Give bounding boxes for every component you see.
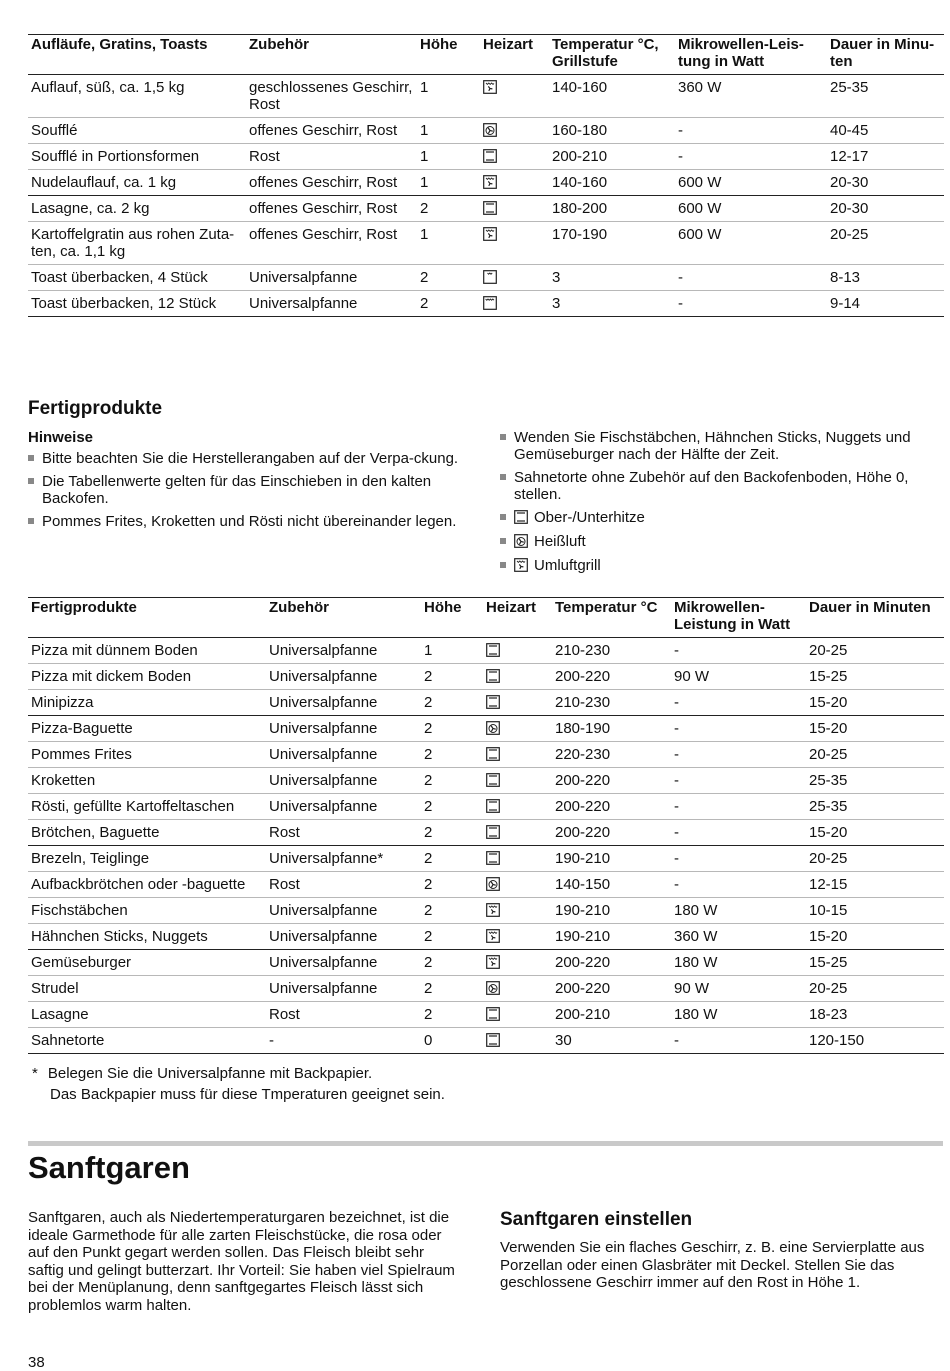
cell-temperature: 200-220 [555, 954, 611, 971]
cell-accessory: Universalpfanne [269, 642, 378, 659]
bullet-square-icon [500, 562, 506, 568]
heissluft-icon [483, 123, 497, 137]
bullet-text: Bitte beachten Sie die Herstellerangaben auf der Verpa-ckung. [42, 450, 459, 467]
cell-temperature: 180-190 [555, 720, 611, 737]
cell-product: Toast überbacken, 12 Stück [31, 295, 217, 312]
cell-duration: 20-25 [809, 980, 848, 997]
bullet-square-icon [28, 518, 34, 524]
cell-product: Fischstäbchen [31, 902, 128, 919]
cell-heating-mode [483, 846, 552, 872]
table-header-row [28, 35, 944, 75]
cell-heating-mode [480, 118, 549, 144]
sanftgaren-intro: Sanftgaren, auch als Niedertemperaturgaren bezeichnet, ist die ideale Garmethode für alle zarten Fleischstücke, die rosa oder auf den Punkt gegart werden sollen. Das Fleisch bleibt sehr saftig und gelingt butterzart. Ihr Vorteil: Sie haben viel Spielraum bei der Menüplanung, denn sanftgegartes Fleisch lässt sich problemlos warm halten. [28, 1209, 455, 1314]
cell-product: Sahnetorte [31, 1032, 105, 1049]
cell-accessory: Universalpfanne [269, 772, 378, 789]
heissluft-icon [486, 981, 500, 995]
cell-microwave: 90 W [674, 980, 710, 997]
cell-heating-mode [480, 170, 549, 196]
cell-duration: 25-35 [809, 772, 848, 789]
cell-accessory: Rost [269, 876, 300, 893]
cell-heating-mode [483, 716, 552, 742]
cell-microwave: - [674, 1032, 679, 1049]
cell-accessory: Universalpfanne [269, 902, 378, 919]
cell-product: Pizza mit dünnem Boden [31, 642, 198, 659]
cell-temperature: 160-180 [552, 122, 608, 139]
cell-heating-mode [483, 742, 552, 768]
hint-block [28, 429, 468, 536]
hint-list-right [500, 429, 940, 503]
cell-product: Strudel [31, 980, 79, 997]
cell-accessory: offenes Geschirr, Rost [249, 226, 398, 243]
column-header: Heizart [483, 36, 534, 53]
cell-heating-mode [480, 222, 549, 265]
bullet-square-icon [500, 514, 506, 520]
legend-label: Ober-/Unterhitze [534, 509, 645, 526]
grill-large-icon [483, 296, 497, 310]
cell-product: Minipizza [31, 694, 94, 711]
cell-duration: 20-30 [830, 200, 869, 217]
cell-temperature: 200-210 [555, 1006, 611, 1023]
cell-temperature: 140-160 [552, 79, 608, 96]
heissluft-icon [486, 721, 500, 735]
cell-level: 2 [424, 772, 433, 789]
cell-duration: 15-20 [809, 824, 848, 841]
hint-list-left [28, 450, 468, 530]
footnote [32, 1063, 445, 1105]
cell-heating-mode [483, 1002, 552, 1028]
cell-temperature: 140-160 [552, 174, 608, 191]
table-fertigprodukte [28, 597, 944, 1054]
table-row [28, 638, 944, 664]
cell-level: 2 [424, 954, 433, 971]
cell-microwave: 600 W [678, 200, 722, 217]
cell-temperature: 210-230 [555, 694, 611, 711]
column-header: Höhe [420, 36, 458, 53]
cell-microwave: 360 W [674, 928, 718, 945]
cell-duration: 20-25 [809, 850, 848, 867]
umluftgrill-icon [486, 929, 500, 943]
ober-unterhitze-icon [483, 149, 497, 163]
cell-heating-mode [483, 820, 552, 846]
bullet-square-icon [28, 455, 34, 461]
table-row [28, 1002, 944, 1028]
cell-duration: 10-15 [809, 902, 848, 919]
bullet-item [500, 469, 940, 503]
cell-heating-mode [483, 638, 552, 664]
cell-heating-mode [483, 794, 552, 820]
cell-product: Brezeln, Teiglinge [31, 850, 150, 867]
cell-level: 2 [420, 200, 429, 217]
cell-temperature: 3 [552, 295, 561, 312]
table-row [28, 1028, 944, 1054]
cell-product: Lasagne [31, 1006, 89, 1023]
sanftgaren-einstellen-title: Sanftgaren einstellen [500, 1209, 693, 1230]
cell-microwave: - [674, 798, 679, 815]
cell-level: 2 [424, 980, 433, 997]
cell-duration: 8-13 [830, 269, 861, 286]
cell-microwave: - [678, 122, 683, 139]
bullet-text: Sahnetorte ohne Zubehör auf den Backofenboden, Höhe 0, stellen. [514, 469, 909, 503]
table-row [28, 664, 944, 690]
cell-temperature: 210-230 [555, 642, 611, 659]
bullet-square-icon [500, 474, 506, 480]
cell-microwave: - [674, 850, 679, 867]
cell-product: Kartoffelgratin aus rohen Zuta-ten, ca. 1,1 kg [31, 226, 235, 260]
cell-microwave: - [674, 720, 679, 737]
cell-microwave: 90 W [674, 668, 710, 685]
cell-temperature: 30 [555, 1032, 572, 1049]
cell-accessory: Universalpfanne* [269, 850, 384, 867]
table-row [28, 976, 944, 1002]
cell-temperature: 190-210 [555, 902, 611, 919]
column-header: Dauer in Minuten [809, 599, 931, 616]
cell-level: 1 [420, 79, 429, 96]
cell-accessory: - [269, 1032, 274, 1049]
cell-temperature: 200-210 [552, 148, 608, 165]
table-row [28, 794, 944, 820]
cell-heating-mode [480, 144, 549, 170]
table-row [28, 846, 944, 872]
bullet-text: Wenden Sie Fischstäbchen, Hähnchen Sticks, Nuggets und Gemüseburger nach der Hälfte der Zeit. [514, 429, 911, 463]
ober-unterhitze-icon [486, 695, 500, 709]
cell-temperature: 200-220 [555, 772, 611, 789]
column-header: Heizart [486, 599, 537, 616]
cell-level: 2 [424, 668, 433, 685]
bullet-item [28, 450, 468, 467]
cell-duration: 15-20 [809, 720, 848, 737]
cell-product: Brötchen, Baguette [31, 824, 160, 841]
cell-level: 1 [424, 642, 433, 659]
legend-item [500, 557, 940, 574]
cell-duration: 120-150 [809, 1032, 865, 1049]
cell-duration: 15-25 [809, 954, 848, 971]
cell-duration: 15-20 [809, 694, 848, 711]
table-row [28, 924, 944, 950]
hint-title: Hinweise [28, 429, 94, 446]
cell-heating-mode [483, 898, 552, 924]
bullet-square-icon [28, 478, 34, 484]
cell-duration: 12-15 [809, 876, 848, 893]
cell-level: 2 [424, 824, 433, 841]
hint-block-right [500, 429, 940, 581]
ober-unterhitze-icon [486, 773, 500, 787]
cell-microwave: 180 W [674, 1006, 718, 1023]
cell-heating-mode [483, 690, 552, 716]
cell-duration: 9-14 [830, 295, 861, 312]
umluftgrill-icon [483, 80, 497, 94]
table-row [28, 716, 944, 742]
cell-microwave: - [674, 746, 679, 763]
cell-level: 2 [424, 928, 433, 945]
ober-unterhitze-icon [486, 669, 500, 683]
cell-temperature: 200-220 [555, 824, 611, 841]
page-number: 38 [28, 1354, 45, 1371]
cell-product: Auflauf, süß, ca. 1,5 kg [31, 79, 185, 96]
cell-accessory: Universalpfanne [269, 980, 378, 997]
column-header: Aufläufe, Gratins, Toasts [31, 36, 208, 53]
cell-heating-mode [483, 872, 552, 898]
cell-product: Lasagne, ca. 2 kg [31, 200, 150, 217]
cell-heating-mode [480, 265, 549, 291]
table-row [28, 898, 944, 924]
cell-accessory: Rost [269, 1006, 300, 1023]
cell-product: Pizza mit dickem Boden [31, 668, 192, 685]
cell-product: Pommes Frites [31, 746, 132, 763]
cell-level: 0 [424, 1032, 433, 1049]
cell-microwave: - [678, 269, 683, 286]
cell-accessory: Universalpfanne [269, 668, 378, 685]
table-row [28, 950, 944, 976]
cell-product: Nudelauflauf, ca. 1 kg [31, 174, 177, 191]
cell-accessory: Universalpfanne [269, 798, 378, 815]
column-header: Mikrowellen-Leis-tung in Watt [678, 36, 804, 70]
heating-mode-legend [500, 509, 940, 574]
column-header: Höhe [424, 599, 462, 616]
bullet-item [500, 429, 940, 463]
table-row [28, 118, 944, 144]
ober-unterhitze-icon [486, 825, 500, 839]
column-header: Fertigprodukte [31, 599, 137, 616]
cell-duration: 15-20 [809, 928, 848, 945]
table-row [28, 820, 944, 846]
cell-duration: 25-35 [830, 79, 869, 96]
cell-duration: 20-25 [809, 642, 848, 659]
cell-level: 2 [424, 798, 433, 815]
cell-accessory: Universalpfanne [269, 694, 378, 711]
table-row [28, 222, 944, 265]
column-header: Dauer in Minu-ten [830, 36, 935, 70]
grill-small-icon [483, 270, 497, 284]
umluftgrill-icon [486, 903, 500, 917]
heissluft-icon [486, 877, 500, 891]
umluftgrill-icon [486, 955, 500, 969]
cell-microwave: - [674, 876, 679, 893]
footnote-line-1: Belegen Sie die Universalpfanne mit Backpapier. [47, 1065, 373, 1082]
cell-microwave: - [674, 772, 679, 789]
cell-microwave: 360 W [678, 79, 722, 96]
umluftgrill-icon [483, 227, 497, 241]
cell-accessory: Universalpfanne [269, 954, 378, 971]
ober-unterhitze-icon [514, 510, 528, 524]
cell-product: Toast überbacken, 4 Stück [31, 269, 208, 286]
cell-accessory: Universalpfanne [249, 269, 358, 286]
cell-accessory: Rost [249, 148, 280, 165]
cell-level: 1 [420, 122, 429, 139]
cell-microwave: - [678, 148, 683, 165]
ober-unterhitze-icon [486, 1033, 500, 1047]
cell-temperature: 200-220 [555, 980, 611, 997]
cell-duration: 20-25 [809, 746, 848, 763]
bullet-item [28, 473, 468, 507]
heissluft-icon [514, 534, 528, 548]
table-row [28, 170, 944, 196]
cell-heating-mode [480, 291, 549, 317]
legend-label: Heißluft [534, 533, 586, 550]
table-row [28, 291, 944, 317]
cell-product: Pizza-Baguette [31, 720, 133, 737]
section-title-fertigprodukte: Fertigprodukte [28, 398, 163, 419]
bullet-item [28, 513, 468, 530]
bullet-text: Die Tabellenwerte gelten für das Einschieben in den kalten Backofen. [42, 473, 432, 507]
ober-unterhitze-icon [486, 643, 500, 657]
cell-accessory: Universalpfanne [249, 295, 358, 312]
table-row [28, 265, 944, 291]
cell-microwave: 180 W [674, 954, 718, 971]
cell-duration: 40-45 [830, 122, 869, 139]
bullet-square-icon [500, 538, 506, 544]
section-divider [28, 1141, 943, 1146]
cell-accessory: offenes Geschirr, Rost [249, 174, 398, 191]
cell-microwave: 600 W [678, 174, 722, 191]
table-row [28, 742, 944, 768]
column-header: Mikrowellen-Leistung in Watt [674, 599, 791, 633]
cell-temperature: 190-210 [555, 928, 611, 945]
table-auflaeufe [28, 34, 944, 317]
cell-microwave: 600 W [678, 226, 722, 243]
cell-product: Aufbackbrötchen oder -baguette [31, 876, 246, 893]
cell-temperature: 170-190 [552, 226, 608, 243]
table-header-row [28, 598, 944, 638]
column-header: Zubehör [269, 599, 329, 616]
cell-heating-mode [483, 950, 552, 976]
cell-temperature: 200-220 [555, 668, 611, 685]
umluftgrill-icon [514, 558, 528, 572]
cell-level: 2 [424, 876, 433, 893]
cell-level: 2 [424, 850, 433, 867]
column-header: Zubehör [249, 36, 309, 53]
cell-accessory: offenes Geschirr, Rost [249, 122, 398, 139]
cell-heating-mode [483, 924, 552, 950]
table-row [28, 872, 944, 898]
cell-accessory: geschlossenes Geschirr, Rost [249, 79, 413, 113]
table-row [28, 144, 944, 170]
cell-microwave: - [674, 824, 679, 841]
table-row [28, 196, 944, 222]
cell-heating-mode [483, 1028, 552, 1054]
table-row [28, 75, 944, 118]
sanftgaren-einstellen-text: Verwenden Sie ein flaches Geschirr, z. B. eine Servierplatte aus Porzellan oder einen Glasbräter mit Deckel. Stellen Sie das geschlossene Geschirr immer auf den Rost in Höhe 1. [500, 1239, 925, 1291]
column-header: Temperatur °C [555, 599, 658, 616]
cell-level: 1 [420, 226, 429, 243]
cell-level: 2 [424, 694, 433, 711]
cell-accessory: offenes Geschirr, Rost [249, 200, 398, 217]
cell-product: Soufflé in Portionsformen [31, 148, 200, 165]
cell-temperature: 190-210 [555, 850, 611, 867]
table-row [28, 768, 944, 794]
bullet-square-icon [500, 434, 506, 440]
ober-unterhitze-icon [486, 747, 500, 761]
cell-accessory: Rost [269, 824, 300, 841]
cell-heating-mode [483, 976, 552, 1002]
cell-temperature: 3 [552, 269, 561, 286]
footnote-line-2: Das Backpapier muss für diese Tmperaturen geeignet sein. [50, 1086, 445, 1103]
cell-microwave: - [678, 295, 683, 312]
cell-level: 2 [424, 902, 433, 919]
cell-product: Soufflé [31, 122, 78, 139]
cell-accessory: Universalpfanne [269, 720, 378, 737]
column-header: Temperatur °C, Grillstufe [552, 36, 659, 70]
cell-heating-mode [480, 196, 549, 222]
cell-product: Rösti, gefüllte Kartoffeltaschen [31, 798, 235, 815]
cell-accessory: Universalpfanne [269, 928, 378, 945]
cell-heating-mode [480, 75, 549, 118]
legend-item [500, 509, 940, 526]
cell-heating-mode [483, 768, 552, 794]
umluftgrill-icon [483, 175, 497, 189]
cell-microwave: - [674, 694, 679, 711]
footnote-mark: * [32, 1065, 38, 1082]
cell-product: Gemüseburger [31, 954, 132, 971]
cell-microwave: 180 W [674, 902, 718, 919]
cell-level: 2 [420, 295, 429, 312]
table-row [28, 690, 944, 716]
cell-duration: 12-17 [830, 148, 869, 165]
bullet-text: Pommes Frites, Kroketten und Rösti nicht übereinander legen. [42, 513, 457, 530]
ober-unterhitze-icon [486, 851, 500, 865]
cell-level: 2 [424, 746, 433, 763]
cell-microwave: - [674, 642, 679, 659]
cell-temperature: 180-200 [552, 200, 608, 217]
cell-level: 2 [424, 720, 433, 737]
cell-duration: 20-25 [830, 226, 869, 243]
cell-accessory: Universalpfanne [269, 746, 378, 763]
cell-temperature: 140-150 [555, 876, 611, 893]
ober-unterhitze-icon [483, 201, 497, 215]
cell-level: 1 [420, 148, 429, 165]
cell-heating-mode [483, 664, 552, 690]
legend-label: Umluftgrill [534, 557, 601, 574]
cell-duration: 20-30 [830, 174, 869, 191]
ober-unterhitze-icon [486, 799, 500, 813]
cell-level: 2 [424, 1006, 433, 1023]
cell-duration: 18-23 [809, 1006, 848, 1023]
cell-level: 1 [420, 174, 429, 191]
cell-temperature: 200-220 [555, 798, 611, 815]
cell-product: Kroketten [31, 772, 96, 789]
section-title-sanftgaren: Sanftgaren [28, 1150, 190, 1185]
legend-item [500, 533, 940, 550]
cell-level: 2 [420, 269, 429, 286]
cell-duration: 25-35 [809, 798, 848, 815]
ober-unterhitze-icon [486, 1007, 500, 1021]
cell-product: Hähnchen Sticks, Nuggets [31, 928, 208, 945]
cell-duration: 15-25 [809, 668, 848, 685]
cell-temperature: 220-230 [555, 746, 611, 763]
